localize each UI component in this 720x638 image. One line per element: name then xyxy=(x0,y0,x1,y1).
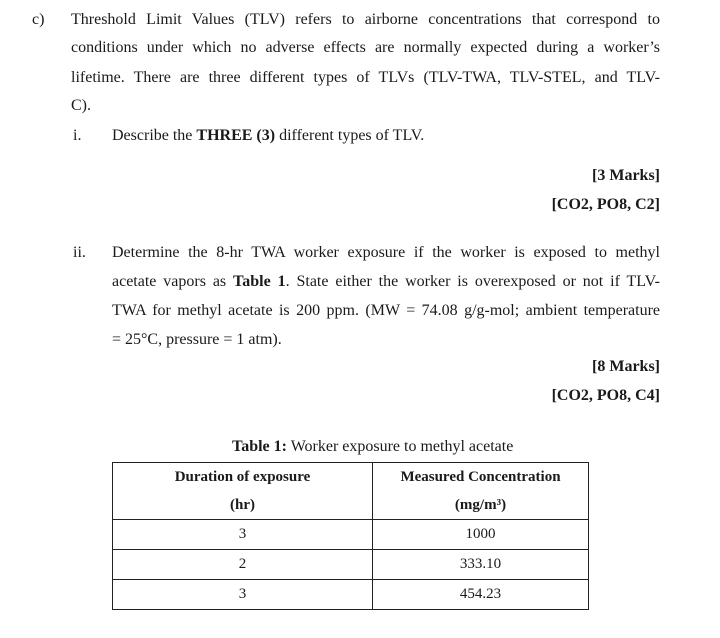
part-i-label: i. xyxy=(73,127,82,144)
part-ii-line-2-before: acetate vapors as xyxy=(112,273,234,290)
header-duration xyxy=(113,463,373,520)
table-header-row xyxy=(113,463,589,520)
part-i-outcomes: [CO2, PO8, C2] xyxy=(551,196,660,213)
header-concentration xyxy=(373,463,589,520)
part-i-marks: [3 Marks] xyxy=(592,167,660,184)
part-ii-line-1: Determine the 8-hr TWA worker exposure if the worker is exposed to methyl xyxy=(112,244,660,261)
intro-line-3: lifetime. There are three different types of TLVs (TLV-TWA, TLV-STEL, and TLV- xyxy=(71,69,660,86)
table-row xyxy=(113,550,589,580)
part-i-text-bold: THREE (3) xyxy=(196,127,276,144)
row-concentration: 333.10 xyxy=(373,550,589,580)
part-ii-line-2-after: . State either the worker is overexposed or not if TLV- xyxy=(285,273,660,290)
table-row xyxy=(113,580,589,610)
table-caption-label: Table 1: xyxy=(232,438,287,455)
table-caption-text: Worker exposure to methyl acetate xyxy=(286,438,514,455)
part-i-text-after: different types of TLV. xyxy=(275,127,425,144)
part-i-text-before: Describe the xyxy=(112,127,197,144)
header-concentration-line-1: Measured Concentration xyxy=(400,469,561,485)
part-ii-line-2-bold: Table 1 xyxy=(233,273,286,290)
exposure-table xyxy=(112,462,589,610)
question-label: c) xyxy=(32,11,45,28)
part-ii-label: ii. xyxy=(73,244,86,261)
intro-line-2: conditions under which no adverse effects are normally expected during a worker’s xyxy=(71,39,660,56)
part-i-text xyxy=(112,126,424,146)
table-row xyxy=(113,520,589,550)
part-ii-marks: [8 Marks] xyxy=(592,358,660,375)
intro-line-4: C). xyxy=(71,97,91,114)
row-concentration: 454.23 xyxy=(373,580,589,610)
part-ii-line-2 xyxy=(112,272,660,292)
row-duration: 2 xyxy=(113,550,373,580)
row-concentration: 1000 xyxy=(373,520,589,550)
row-duration: 3 xyxy=(113,520,373,550)
part-ii-line-3: TWA for methyl acetate is 200 ppm. (MW = 74.08 g/g-mol; ambient temperature xyxy=(112,302,660,319)
header-duration-line-2: (hr) xyxy=(230,497,255,513)
header-concentration-line-2: (mg/m³) xyxy=(454,497,507,513)
part-ii-outcomes: [CO2, PO8, C4] xyxy=(551,387,660,404)
table-caption xyxy=(232,437,513,457)
header-duration-line-1: Duration of exposure xyxy=(174,469,311,485)
row-duration: 3 xyxy=(113,580,373,610)
part-ii-line-4: = 25°C, pressure = 1 atm). xyxy=(112,331,282,348)
intro-line-1: Threshold Limit Values (TLV) refers to airborne concentrations that correspond to xyxy=(71,11,660,28)
